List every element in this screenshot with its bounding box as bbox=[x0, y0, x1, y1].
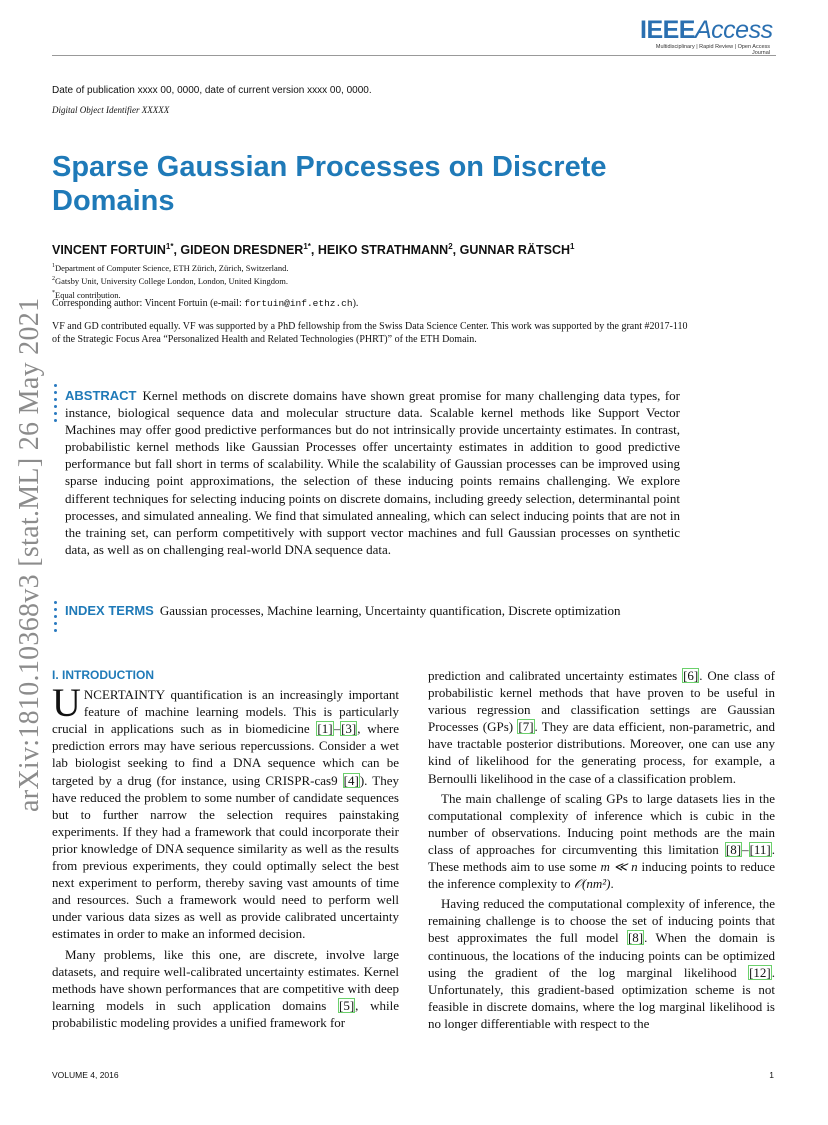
abstract-text: Kernel methods on discrete domains have shown great promise for many challenging data types, for instance, biological sequence data and molecular structure data. Scalable kernel methods like Support Vector Machines may offer good predictive performances but do not intrinsically provide uncertainty estimates. In contrast, probabilistic kernel methods like Gaussian Processes offer uncertainty estimates in addition to good predictive performance but fall short in terms of scalability. While the scalability of Gaussian processes can be improved using sparse inducing point approximations, the selection of these inducing points remains challenging. We explore different techniques for selecting inducing points on discrete domains, including greedy selection, determinantal point processes, and simulated annealing. We find that simulated annealing, which can select inducing points that are not in the training set, can perform competitively with support vector machines and full Gaussian processes on synthetic data, as well as on challenging real-world DNA sequence data. bbox=[65, 388, 680, 557]
index-terms-dots bbox=[54, 601, 58, 636]
affiliation: *Equal contribution. bbox=[52, 289, 121, 300]
citation-link[interactable]: [11] bbox=[749, 841, 771, 857]
left-column bbox=[52, 667, 399, 1031]
index-terms bbox=[65, 603, 685, 619]
footer-volume: VOLUME 4, 2016 bbox=[52, 1070, 119, 1080]
page-number: 1 bbox=[769, 1070, 774, 1080]
math-inline: 𝒪(nm²) bbox=[573, 876, 611, 892]
author-list: VINCENT $FORTUIN^{1*}$, GIDEON $DRESDNER^{1*}$, HEIKO STRATHMANN$^2$, GUNNAR RÄTSCH$^1$ bbox=[52, 242, 575, 258]
citation-link[interactable]: [8] bbox=[725, 841, 742, 857]
author: HEIKO STRATHMANN bbox=[317, 243, 449, 258]
logo-wordmark: IEEEAccess bbox=[640, 16, 773, 44]
math-inline: m ≪ n bbox=[600, 859, 638, 875]
paragraph: UNCERTAINTY quantification is an increasingly important feature of machine learning models. This is particularly crucial in applications such as in biomedicine [1]–[3], where prediction errors may have serious repercussions. Consider a wet lab biologist seeking to find a DNA sequence which can be targeted by a drug (for instance, using CRISPR-cas9 [4]). They have reduced the problem to some number of candidate sequences but to further narrow the selection requires painstaking experiments. If they had a framework that could incorporate their prior knowledge of DNA sequence similarity as well as the results from previous experiments, they could optimally select the best next experiment to perform, thereby saving vast amounts of time and resources. Such a framework would need to perform well under various data sizes as well as provide calibrated uncertainty estimates in order to make an informed decision. bbox=[52, 680, 399, 942]
citation-link[interactable]: [4] bbox=[343, 772, 359, 788]
affiliation: $^1$Department of Computer Science, ETH Zürich, Zürich, Switzerland. bbox=[52, 262, 289, 273]
header-rule bbox=[52, 55, 776, 56]
author: GIDEON DRESDNER bbox=[180, 243, 304, 258]
affiliations bbox=[52, 261, 288, 301]
index-terms-label: INDEX TERMS bbox=[65, 603, 154, 618]
publication-date: Date of publication xxxx 00, 0000, date of current version xxxx 00, 0000. bbox=[52, 85, 372, 96]
citation-link[interactable]: [6] bbox=[683, 668, 699, 683]
author-mark: 2 bbox=[448, 242, 453, 251]
author: GUNNAR RÄTSCH bbox=[459, 243, 571, 258]
citation-link[interactable]: [5] bbox=[339, 997, 355, 1013]
journal-logo bbox=[640, 16, 773, 56]
citation-link[interactable]: [8] bbox=[627, 930, 644, 946]
abstract bbox=[65, 387, 680, 558]
abstract-label: ABSTRACT bbox=[65, 388, 137, 403]
author: VINCENT FORTUIN bbox=[52, 243, 166, 258]
right-column bbox=[428, 667, 775, 1032]
paragraph: The main challenge of scaling GPs to large datasets lies in the computational complexity of inference which is cubic in the number of observations. Inducing point methods are the main class of approaches for circumventing this limitation [8]–[11]. These methods aim to use some m ≪ n inducing points to reduce the inference complexity to 𝒪(nm²). bbox=[428, 790, 776, 892]
author-mark: 1* bbox=[165, 242, 174, 251]
paragraph: Having reduced the computational complexity of inference, the remaining challenge is to choose the set of inducing points that best approximates the full model [8]. When the domain is continuous, the locations of the inducing points can be optimized using the gradient of the log marginal likelihood [12]. Unfortunately, this gradient-based optimization scheme is not feasible in discrete domains, where the log marginal likelihood is no longer differentiable with respect to the bbox=[428, 896, 775, 1031]
email-link[interactable]: fortuin@inf.ethz.ch bbox=[244, 298, 353, 309]
funding-note: VF and GD contributed equally. VF was supported by a PhD fellowship from the Swiss Data Science Center. This work was supported by the grant #2017-110 of the Strategic Focus Area “Personalized Health and Related Technologies (PHRT)” of the ETH Domain. bbox=[52, 321, 688, 345]
affiliation: $^2$Gatsby Unit, University College London, London, United Kingdom. bbox=[52, 276, 289, 287]
paragraph: prediction and calibrated uncertainty estimates [6]. One class of probabilistic kernel methods that have proven to be useful in various regression and classification settings are Gaussian Processes (GPs) [7]. They are data efficient, non-parametric, and have tractable posterior distributions. Moreover, one can use any kind of likelihood for the generating process, for example, a Bernoulli likelihood in the case of a classification problem. bbox=[428, 668, 775, 786]
doi: Digital Object Identifier XXXXX bbox=[52, 105, 170, 115]
section-heading: I. INTRODUCTION bbox=[52, 668, 154, 682]
corresponding-author: Corresponding author: Vincent Fortuin (e-mail: fortuin@inf.ethz.ch). bbox=[52, 298, 359, 309]
abstract-dots bbox=[54, 384, 58, 426]
citation-link[interactable]: [7] bbox=[518, 719, 534, 735]
paper-title: Sparse Gaussian Processes on Discrete Domains bbox=[52, 151, 607, 217]
arxiv-stamp: arXiv:1810.10368v3 [stat.ML] 26 May 2021 bbox=[14, 297, 45, 812]
citation-link[interactable]: [1] bbox=[317, 721, 333, 737]
author-mark: 1* bbox=[303, 242, 311, 251]
drop-cap: U bbox=[52, 680, 81, 726]
citation-link[interactable]: [3] bbox=[341, 721, 357, 737]
index-terms-text: Gaussian processes, Machine learning, Uncertainty quantification, Discrete optimization bbox=[159, 603, 621, 618]
logo-tagline: Multidisciplinary | Rapid Review | Open Access Journal bbox=[655, 44, 770, 56]
paragraph: Many problems, like this one, are discrete, involve large datasets, and require well-calibrated uncertainty estimates. Kernel methods have shown performances that are competitive with deep learning models in such application domains [5], while probabilistic modeling provides a unified framework for bbox=[52, 946, 399, 1030]
author-mark: 1 bbox=[570, 242, 575, 251]
citation-link[interactable]: [12] bbox=[749, 964, 771, 980]
